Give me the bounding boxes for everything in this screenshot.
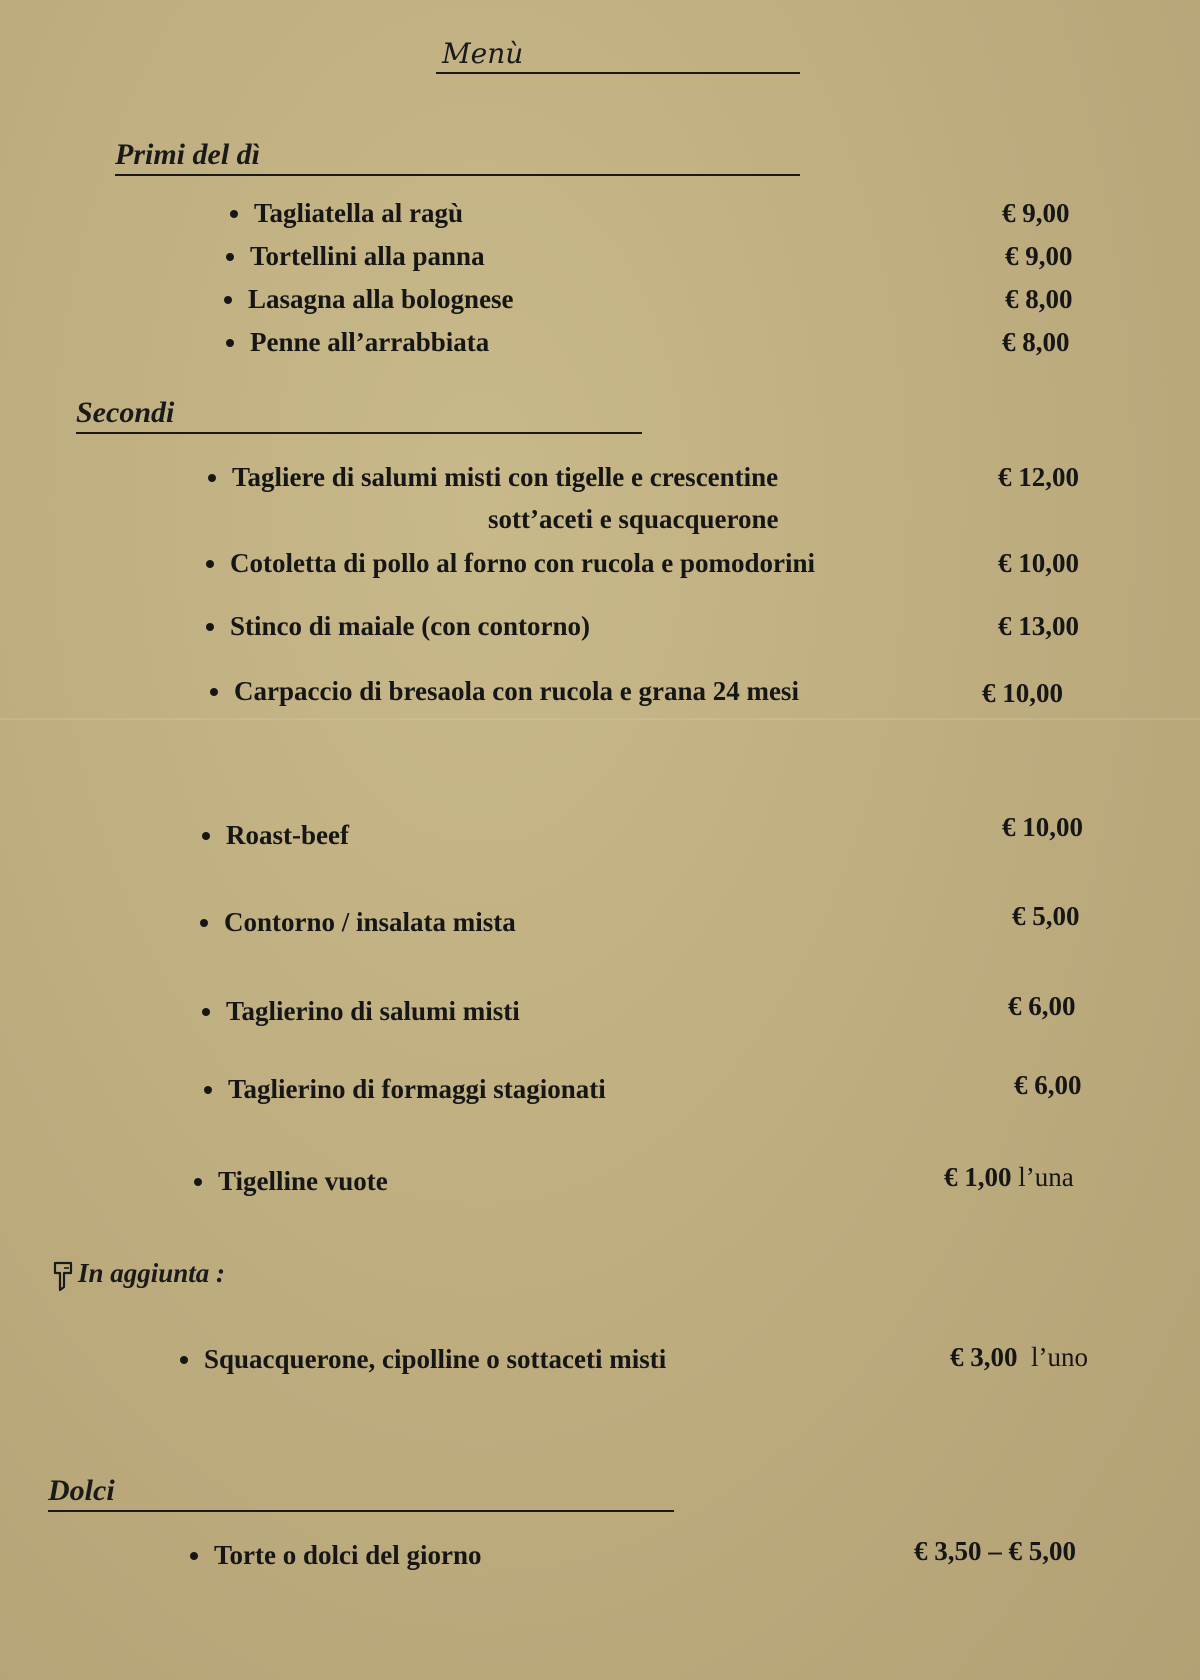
menu-item-price: € 8,00: [1002, 327, 1070, 357]
section-aggiunta: [52, 1258, 225, 1291]
menu-title-text: Menù: [442, 37, 524, 70]
section-dolci: [48, 1462, 674, 1512]
section-secondi-heading: Secondi: [76, 396, 175, 429]
menu-item: Contorno / insalata mista: [200, 907, 516, 938]
menu-item-price: € 10,00: [1002, 812, 1083, 842]
menu-item: Roast-beef: [202, 820, 349, 851]
menu-item: Stinco di maiale (con contorno): [206, 611, 590, 642]
section-aggiunta-heading: In aggiunta :: [78, 1258, 226, 1288]
menu-item-price: € 3,50 – € 5,00: [914, 1536, 1076, 1566]
menu-item-subline: sott’aceti e squacquerone: [488, 504, 779, 534]
menu-item-price: € 5,00: [1012, 901, 1080, 931]
menu-item: Tagliatella al ragù: [230, 198, 463, 229]
menu-item-price: € 13,00: [998, 611, 1079, 641]
section-secondi: [76, 384, 642, 434]
menu-item: Lasagna alla bolognese: [224, 284, 514, 315]
section-dolci-heading: Dolci: [48, 1474, 115, 1507]
menu-item-price: € 10,00: [982, 678, 1063, 708]
menu-item-price: € 8,00: [1005, 284, 1073, 314]
price-suffix: l’uno: [1031, 1342, 1088, 1372]
menu-item-price: € 9,00: [1005, 241, 1073, 271]
menu-item: Penne all’arrabbiata: [226, 327, 489, 358]
menu-item: Squacquerone, cipolline o sottaceti misti: [180, 1344, 666, 1375]
pointing-hand-icon: [52, 1261, 74, 1291]
menu-item: Tortellini alla panna: [226, 241, 485, 272]
menu-title: [436, 30, 800, 74]
menu-item-price: € 6,00: [1014, 1070, 1082, 1100]
menu-item-price: € 6,00: [1008, 991, 1076, 1021]
section-primi: [115, 126, 800, 176]
menu-item-price: € 3,00 l’uno: [950, 1342, 1088, 1372]
menu-item: Torte o dolci del giorno: [190, 1540, 482, 1571]
menu-item: Carpaccio di bresaola con rucola e grana 24 mesi: [210, 676, 799, 707]
price-suffix: l’una: [1018, 1162, 1074, 1192]
menu-item: Cotoletta di pollo al forno con rucola e pomodorini: [206, 548, 815, 579]
menu-item-price: € 10,00: [998, 548, 1079, 578]
section-primi-heading: Primi del dì: [115, 138, 260, 171]
paper-fold-line: [0, 718, 1200, 720]
menu-item: Tagliere di salumi misti con tigelle e crescentine: [208, 462, 778, 493]
menu-item-price: € 12,00: [998, 462, 1079, 492]
menu-item: Tigelline vuote: [194, 1166, 388, 1197]
menu-item-price: € 1,00 l’una: [944, 1162, 1074, 1192]
menu-item: Taglierino di formaggi stagionati: [204, 1074, 606, 1105]
menu-item: Taglierino di salumi misti: [202, 996, 520, 1027]
menu-item-price: € 9,00: [1002, 198, 1070, 228]
